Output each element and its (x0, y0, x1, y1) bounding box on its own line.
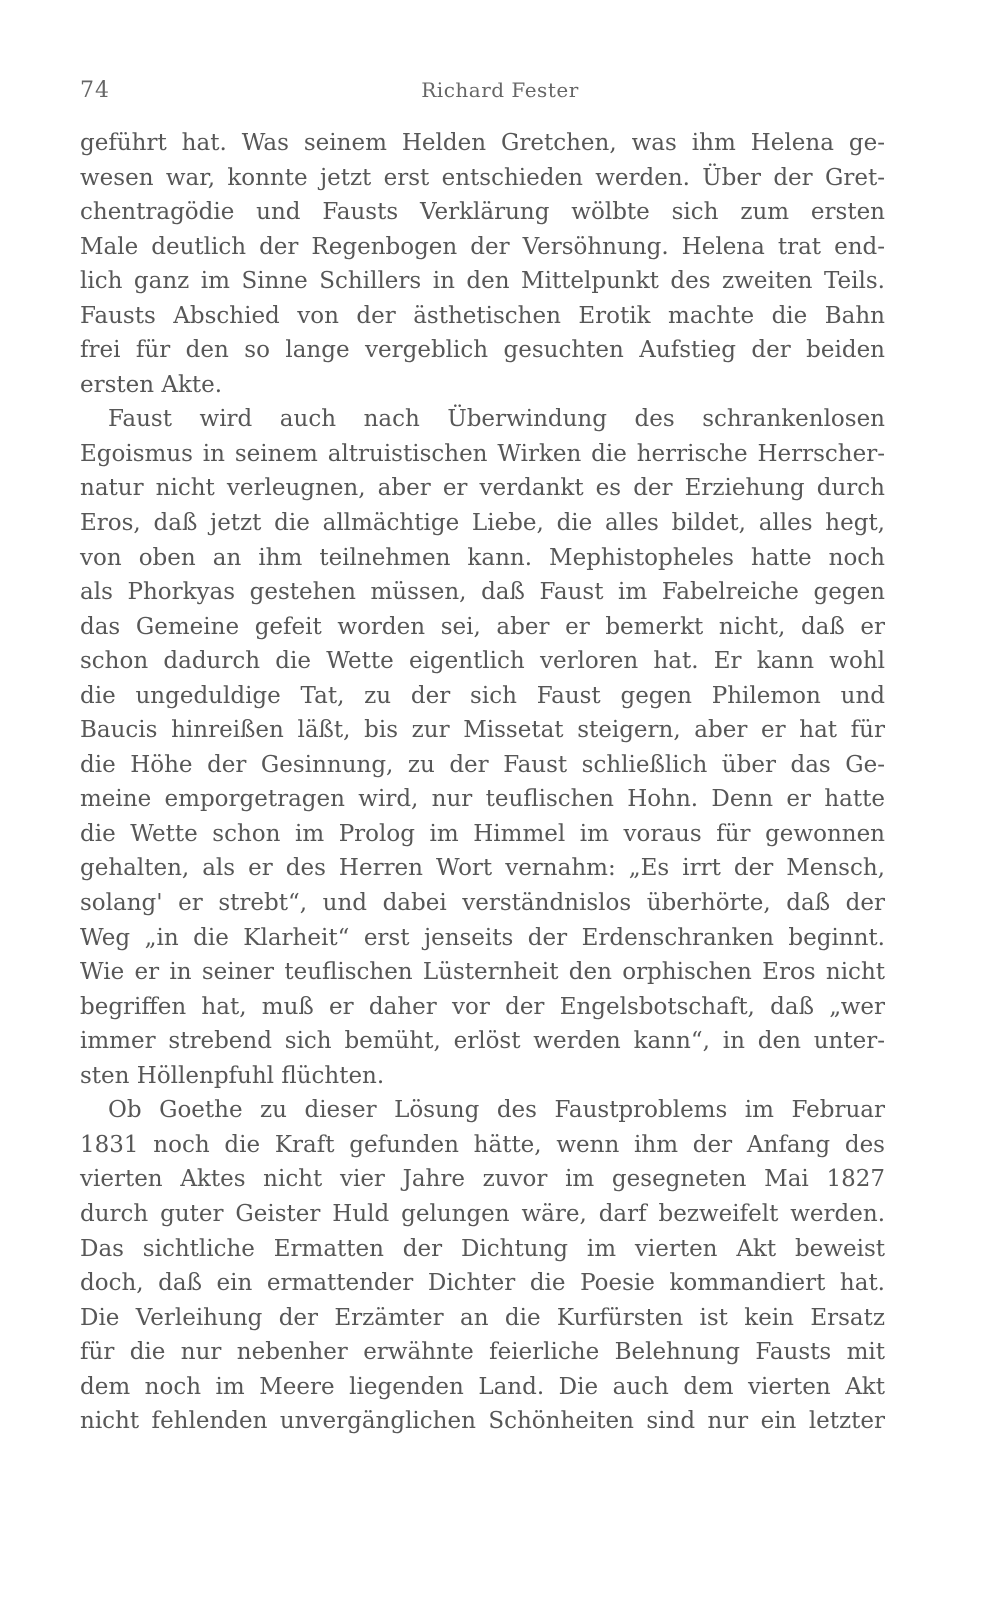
text-line: frei für den so lange vergeblich gesuchten Aufstieg der beiden (80, 337, 885, 364)
text-line: Wie er in seiner teuflischen Lüsternheit den orphischen Eros nicht (80, 959, 885, 986)
text-line: gehalten, als er des Herren Wort vernahm: „Es irrt der Mensch, (80, 855, 885, 882)
text-line: von oben an ihm teilnehmen kann. Mephistopheles hatte noch (80, 544, 885, 571)
text-line: Fausts Abschied von der ästhetischen Erotik machte die Bahn (80, 302, 885, 329)
text-line: doch, daß ein ermattender Dichter die Poesie kommandiert hat. (80, 1270, 885, 1297)
page-number: 74 (80, 78, 110, 103)
text-line: Male deutlich der Regenbogen der Versöhnung. Helena trat end- (80, 233, 885, 260)
text-line: sten Höllenpfuhl flüchten. (80, 1062, 385, 1089)
running-head: Richard Fester (421, 78, 579, 102)
text-line: dem noch im Meere liegenden Land. Die auch dem vierten Akt (80, 1373, 885, 1400)
text-line: meine emporgetragen wird, nur teuflischen Hohn. Denn er hatte (80, 786, 885, 813)
text-line: die ungeduldige Tat, zu der sich Faust gegen Philemon und (80, 682, 885, 709)
text-line: die Höhe der Gesinnung, zu der Faust schließlich über das Ge- (80, 751, 885, 778)
text-line: nicht fehlenden unvergänglichen Schönheiten sind nur ein letzter (80, 1408, 885, 1435)
text-line: für die nur nebenher erwähnte feierliche Belehnung Fausts mit (80, 1339, 885, 1366)
text-line: vierten Aktes nicht vier Jahre zuvor im gesegneten Mai 1827 (80, 1166, 885, 1193)
text-line: Das sichtliche Ermatten der Dichtung im vierten Akt beweist (80, 1235, 885, 1262)
text-line: geführt hat. Was seinem Helden Gretchen, was ihm Helena ge- (80, 130, 885, 156)
text-line: Eros, daß jetzt die allmächtige Liebe, die alles bildet, alles hegt, (80, 510, 885, 537)
text-line: Ob Goethe zu dieser Lösung des Faustproblems im Februar (108, 1097, 885, 1124)
text-line: Egoismus in seinem altruistischen Wirken die herrische Herrscher- (80, 440, 885, 467)
text-line: chentragödie und Fausts Verklärung wölbte sich zum ersten (80, 199, 885, 226)
text-line: begriffen hat, muß er daher vor der Engelsbotschaft, daß „wer (80, 993, 885, 1020)
body-text (80, 126, 885, 1439)
text-line: das Gemeine gefeit worden sei, aber er bemerkt nicht, daß er (80, 613, 885, 640)
text-line: wesen war, konnte jetzt erst entschieden werden. Über der Gret- (80, 164, 885, 191)
text-line: Baucis hinreißen läßt, bis zur Missetat steigern, aber er hat für (80, 717, 885, 744)
text-line: die Wette schon im Prolog im Himmel im voraus für gewonnen (80, 820, 885, 847)
text-line: als Phorkyas gestehen müssen, daß Faust im Fabelreiche gegen (80, 579, 885, 606)
text-line: solang' er strebt“, und dabei verständnislos überhörte, daß der (80, 890, 885, 917)
text-line: natur nicht verleugnen, aber er verdankt es der Erziehung durch (80, 475, 885, 502)
text-line: durch guter Geister Huld gelungen wäre, darf bezweifelt werden. (80, 1200, 885, 1227)
text-line: 1831 noch die Kraft gefunden hätte, wenn ihm der Anfang des (80, 1131, 885, 1158)
text-line: lich ganz im Sinne Schillers in den Mittelpunkt des zweiten Teils. (80, 268, 885, 295)
text-line: immer strebend sich bemüht, erlöst werden kann“, in den unter- (80, 1028, 885, 1055)
text-line: Faust wird auch nach Überwindung des schrankenlosen (108, 406, 885, 433)
text-line: Weg „in die Klarheit“ erst jenseits der Erdenschranken beginnt. (80, 924, 885, 951)
text-line: ersten Akte. (80, 371, 223, 398)
text-line: Die Verleihung der Erzämter an die Kurfürsten ist kein Ersatz (80, 1304, 885, 1331)
text-line: schon dadurch die Wette eigentlich verloren hat. Er kann wohl (80, 648, 885, 675)
